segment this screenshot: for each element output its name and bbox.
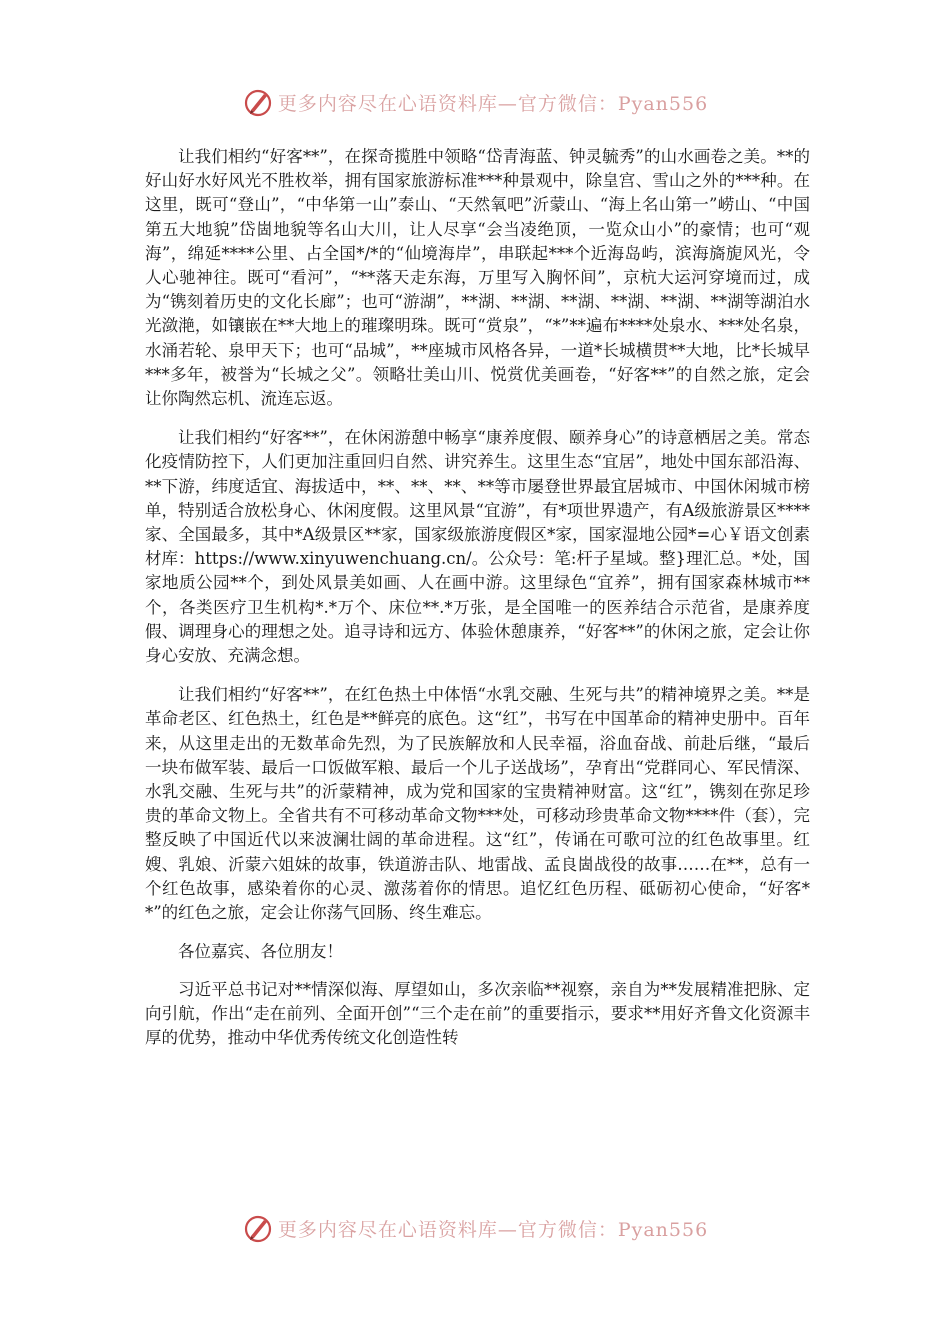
document-body: [145, 145, 810, 1065]
banner-text: 更多内容尽在心语资料库—官方微信：Pyan556: [277, 92, 709, 115]
header-banner: [0, 82, 950, 122]
pen-circle-logo-icon: [242, 1212, 274, 1244]
paragraph-leisure: 让我们相约“好客**”，在休闲游憩中畅享“康养度假、颐养身心”的诗意栖居之美。常态化疫情防控下，人们更加注重回归自然、讲究养生。这里生态“宜居”，地处中国东部沿海、**下游，纬度适宜、海拔适中，**、**、**、**等市屡登世界最宜居城市、中国休闲城市榜单，特别适合放松身心、休闲度假。这里风景“宜游”，有*项世界遗产，有A级旅游景区****家、全国最多，其中*A级景区**家，国家级旅游度假区*家，国家湿地公园*=心￥语文创素材库：https://www.xinyuwenchuang.cn/。公众号：笔:杆子星域。整}理汇总。*处，国家地质公园**个，到处风景美如画、人在画中游。这里绿色“宜养”，拥有国家森林城市**个，各类医疗卫生机构*.*万个、床位**.*万张，是全国唯一的医养结合示范省，是康养度假、调理身心的理想之处。追寻诗和远方、体验休憩康养，“好客**”的休闲之旅，定会让你身心安放、充满念想。: [145, 428, 810, 666]
banner-text: 更多内容尽在心语资料库—官方微信：Pyan556: [277, 1218, 709, 1241]
paragraph-red-culture: 让我们相约“好客**”，在红色热土中体悟“水乳交融、生死与共”的精神境界之美。**是革命老区、红色热土，红色是**鲜亮的底色。这“红”，书写在中国革命的精神史册中。百年来，从这里走出的无数革命先烈，为了民族解放和人民幸福，浴血奋战、前赴后继，“最后一块布做军装、最后一口饭做军粮、最后一个儿子送战场”，孕育出“党群同心、军民情深、水乳交融、生死与共”的沂蒙精神，成为党和国家的宝贵精神财富。这“红”，镌刻在弥足珍贵的革命文物上。全省共有不可移动革命文物***处，可移动珍贵革命文物****件（套），完整反映了中国近代以来波澜壮阔的革命进程。这“红”，传诵在可歌可泣的红色故事里。红嫂、乳娘、沂蒙六姐妹的故事，铁道游击队、地雷战、孟良崮战役的故事……在**，总有一个红色故事，感染着你的心灵、激荡着你的情思。追忆红色历程、砥砺初心使命，“好客**”的红色之旅，定会让你荡气回肠、终生难忘。: [145, 685, 810, 923]
paragraph-scenery: 让我们相约“好客**”，在探奇揽胜中领略“岱青海蓝、钟灵毓秀”的山水画卷之美。**的好山好水好风光不胜枚举，拥有国家旅游标准***种景观中，除皇宫、雪山之外的***种。在这里，既可“登山”，“中华第一山”泰山、“天然氧吧”沂蒙山、“海上名山第一”崂山、“中国第五大地貌”岱崮地貌等名山大川，让人尽享“会当凌绝顶，一览众山小”的豪情；也可“观海”，绵延****公里、占全国*/*的“仙境海岸”，串联起***个近海岛屿，滨海旖旎风光，令人心驰神往。既可“看河”，“**落天走东海，万里写入胸怀间”，京杭大运河穿境而过，成为“镌刻着历史的文化长廊”；也可“游湖”，**湖、**湖、**湖、**湖、**湖、**湖等湖泊水光潋滟，如镶嵌在**大地上的璀璨明珠。既可“赏泉”，“*”**遍布****处泉水、***处名泉，水涌若轮、泉甲天下；也可“品城”，**座城市风格各异，一道*长城横贯**大地，比*长城早***多年，被誉为“长城之父”。领略壮美山川、悦赏优美画卷，“好客**”的自然之旅，定会让你陶然忘机、流连忘返。: [145, 147, 810, 409]
paragraph-greeting: 各位嘉宾、各位朋友！: [178, 942, 343, 962]
paragraph-closing: 习近平总书记对**情深似海、厚望如山，多次亲临**视察，亲自为**发展精准把脉、定向引航，作出“走在前列、全面开创”“三个走在前”的重要指示，要求**用好齐鲁文化资源丰厚的优势，推动中华优秀传统文化创造性转: [145, 979, 810, 1047]
footer-banner: [0, 1208, 950, 1248]
pen-circle-logo-icon: [242, 86, 274, 118]
